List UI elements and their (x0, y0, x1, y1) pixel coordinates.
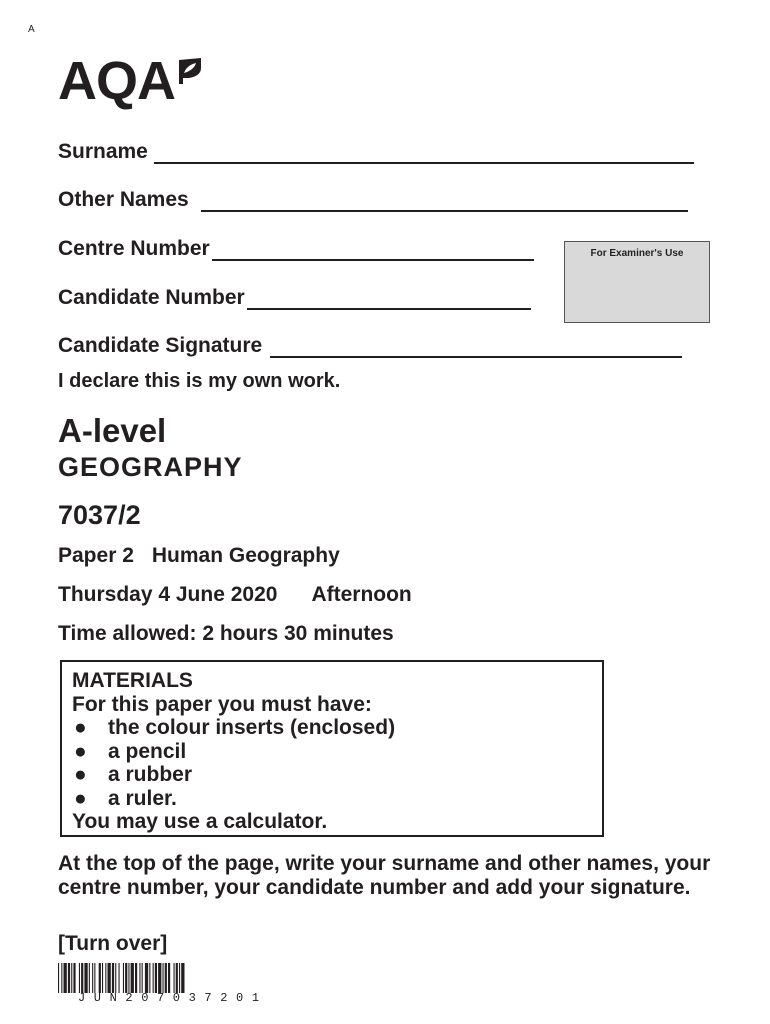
exam-date-line (58, 583, 412, 607)
examiner-use-box (564, 241, 710, 323)
barcode-bar (163, 963, 164, 993)
barcode-bar (181, 963, 184, 993)
barcode-bar (176, 963, 178, 993)
paper-line (58, 544, 340, 568)
paper-code: 7037/2 (58, 500, 141, 530)
barcode-bar (71, 963, 72, 993)
bullet-icon: ● (74, 716, 87, 739)
corner-letter: A (28, 24, 35, 35)
surname-line[interactable] (154, 140, 694, 164)
barcode-bar (142, 963, 143, 993)
centre-number-label: Centre Number (58, 237, 210, 260)
materials-note: You may use a calculator. (72, 810, 328, 833)
barcode-text: JUN207037201 (78, 991, 268, 1005)
barcode-bar (92, 963, 93, 993)
materials-intro: For this paper you must have: (72, 692, 372, 716)
barcode-bar (94, 963, 95, 993)
barcode-bar (81, 963, 83, 993)
time-allowed: Time allowed: 2 hours 30 minutes (58, 622, 394, 645)
barcode-bar (61, 963, 62, 993)
barcode-bar (168, 963, 170, 993)
exam-level: A-level (58, 412, 167, 449)
bullet-icon: ● (74, 763, 87, 786)
bullet-icon: ● (74, 786, 87, 810)
surname-label: Surname (58, 140, 148, 163)
barcode-bar (79, 963, 80, 993)
bullet-icon: ● (74, 739, 87, 763)
barcode-bar (128, 963, 129, 993)
barcode-bar (174, 963, 175, 993)
exam-session: Afternoon (311, 583, 412, 606)
barcode-bar (155, 963, 157, 993)
materials-item: ● a pencil (74, 739, 187, 763)
candidate-signature-label: Candidate Signature (58, 334, 263, 357)
barcode-bar (84, 963, 87, 993)
logo-text: AQA (58, 51, 175, 111)
barcode-bar (89, 963, 90, 993)
materials-item: ● a rubber (74, 763, 193, 786)
barcode-bar (68, 963, 70, 993)
centre-number-line[interactable] (212, 237, 534, 261)
examiner-use-label: For Examiner's Use (590, 248, 684, 259)
candidate-number-label: Candidate Number (58, 286, 245, 309)
barcode (58, 963, 306, 993)
barcode-bar (165, 963, 167, 993)
barcode-bar (64, 963, 67, 993)
candidate-signature-line[interactable] (270, 334, 682, 358)
barcode-bar (112, 963, 114, 993)
barcode-bar (179, 963, 180, 993)
barcode-bar (108, 963, 111, 993)
barcode-bar (115, 963, 116, 993)
paper-number: Paper 2 (58, 544, 134, 567)
barcode-bar (153, 963, 154, 993)
barcode-bar (131, 963, 134, 993)
turn-over: [Turn over] (58, 932, 168, 955)
surname-field[interactable] (58, 140, 694, 164)
exam-subject: GEOGRAPHY (58, 452, 243, 482)
candidate-number-field[interactable] (58, 286, 531, 310)
centre-number-field[interactable] (58, 237, 534, 261)
materials-item: ● a ruler. (74, 786, 177, 810)
barcode-bar (135, 963, 137, 993)
candidate-number-line[interactable] (247, 286, 531, 310)
materials-item: ● the colour inserts (enclosed) (74, 716, 396, 739)
exam-date: Thursday 4 June 2020 (58, 583, 278, 606)
barcode-bar (99, 963, 101, 993)
instructions: At the top of the page, write your surname and other names, your centre number, your candidate number and add your signature. (58, 852, 711, 899)
barcode-bar (73, 963, 75, 993)
leaf-mark-icon (177, 56, 203, 86)
barcode-bar (123, 963, 124, 993)
materials-list (72, 716, 592, 810)
other-names-label: Other Names (58, 188, 189, 211)
barcode-bar (158, 963, 161, 993)
barcode-bar (119, 963, 120, 993)
barcode-bar (125, 963, 127, 993)
barcode-bar (145, 963, 148, 993)
other-names-field[interactable] (58, 188, 688, 212)
declaration: I declare this is my own work. (58, 370, 341, 392)
barcode-bar (58, 963, 59, 993)
materials-box (60, 660, 604, 837)
barcode-bar (139, 963, 140, 993)
aqa-logo (58, 51, 203, 111)
other-names-line[interactable] (201, 188, 688, 212)
paper-title: Human Geography (151, 544, 340, 567)
barcode-bar (102, 963, 103, 993)
barcode-bar (149, 963, 150, 993)
materials-heading: MATERIALS (72, 669, 193, 692)
barcode-bar (105, 963, 106, 993)
candidate-signature-field[interactable] (58, 334, 682, 358)
